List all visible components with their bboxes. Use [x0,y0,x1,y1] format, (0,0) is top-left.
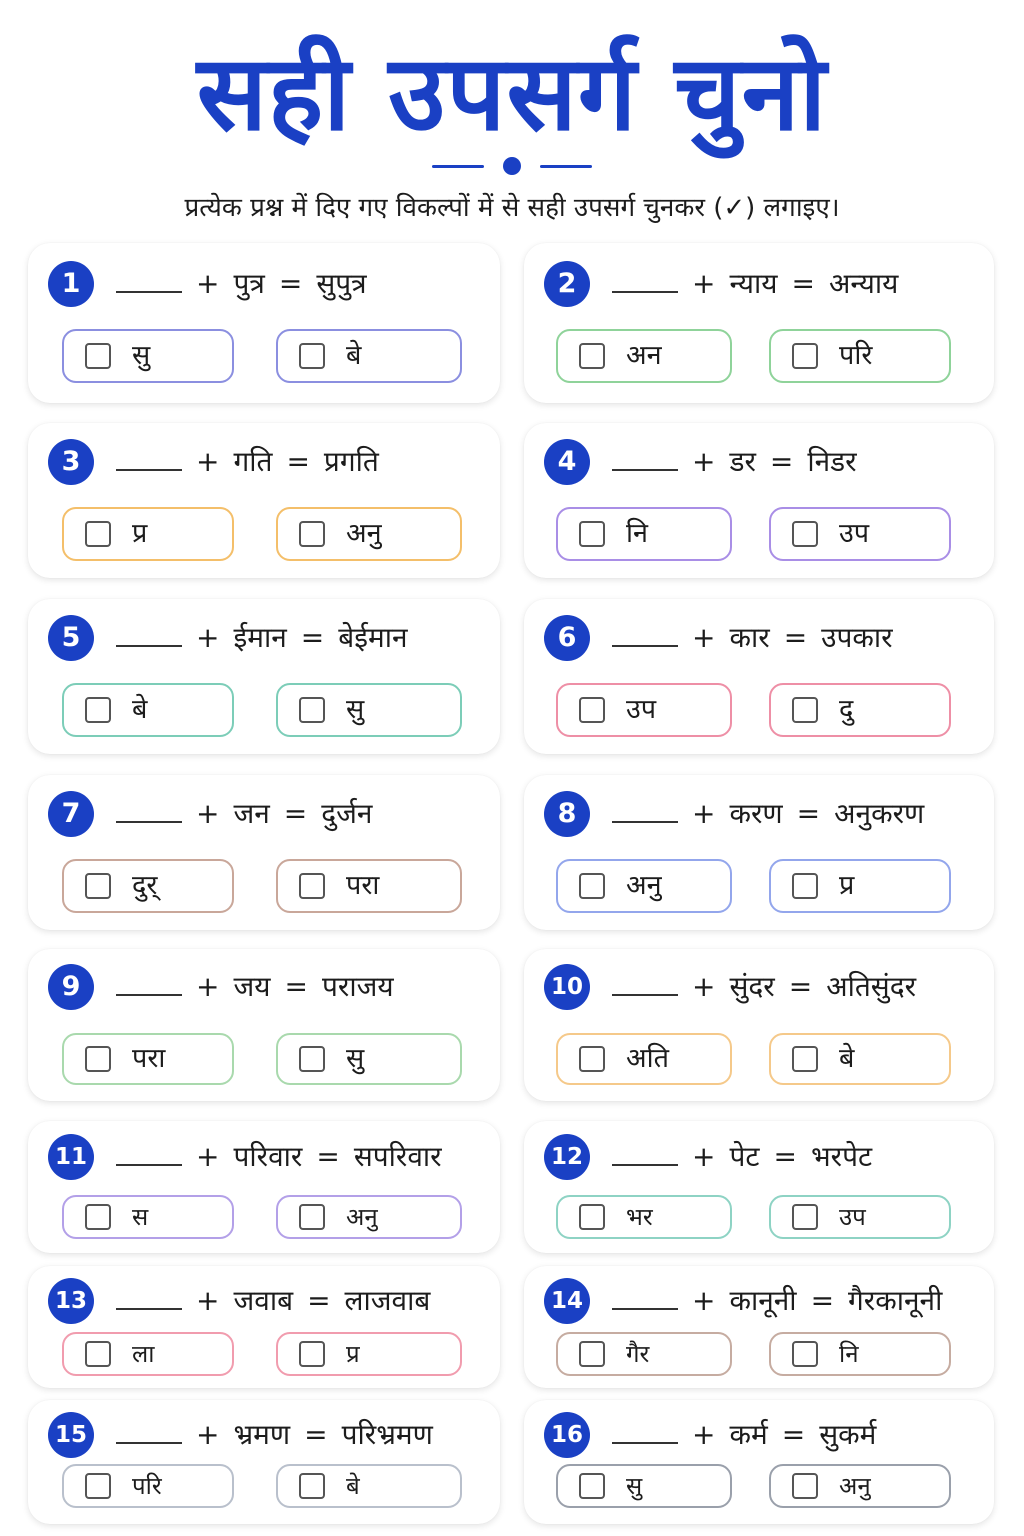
question-equation [116,964,408,1010]
result-word: अतिसुंदर [826,970,917,1003]
question-card [28,1266,500,1388]
plus-sign: + [692,797,716,830]
equals-sign: = [781,1418,806,1451]
checkbox-icon[interactable] [299,873,325,899]
root-word: पेट [729,1140,760,1173]
question-number: 2 [544,261,590,307]
checkbox-icon[interactable] [792,1473,818,1499]
option-1[interactable] [556,1195,732,1239]
option-label: अनु [839,1472,871,1500]
plus-sign: + [196,267,220,300]
question-card [524,1400,994,1524]
equals-sign: = [796,797,821,830]
checkbox-icon[interactable] [579,521,605,547]
answer-blank[interactable] [612,1136,678,1166]
question-number: 9 [48,964,94,1010]
option-1[interactable] [62,1332,234,1376]
plus-sign: + [196,445,220,478]
answer-blank[interactable] [116,263,182,293]
option-2[interactable] [769,507,951,561]
checkbox-icon[interactable] [792,1204,818,1230]
question-equation [116,1134,456,1180]
result-word: उपकार [821,621,893,654]
plus-sign: + [196,970,220,1003]
option-1[interactable] [556,507,732,561]
question-card [524,1121,994,1253]
instruction-text: प्रत्येक प्रश्न में दिए गए विकल्पों में से सही उपसर्ग चुनकर (✓) लगाइए। [184,193,840,223]
plus-sign: + [196,1284,220,1317]
checkbox-icon[interactable] [299,1341,325,1367]
question-equation [116,439,393,485]
option-2[interactable] [769,1033,951,1085]
option-label: बे [346,340,362,371]
option-2[interactable] [276,329,462,383]
equals-sign: = [278,267,303,300]
checkbox-icon[interactable] [85,1473,111,1499]
question-number: 1 [48,261,94,307]
question-card [28,775,500,930]
answer-blank[interactable] [116,441,182,471]
checkbox-icon[interactable] [579,1204,605,1230]
question-equation [612,261,912,307]
option-label: दु [839,694,854,725]
option-label: बे [132,694,148,725]
option-label: प्र [839,870,855,901]
option-label: नि [626,518,648,549]
option-1[interactable] [556,1464,732,1508]
option-2[interactable] [769,1195,951,1239]
option-1[interactable] [556,1033,732,1085]
option-label: परि [839,340,873,371]
question-equation [612,615,907,661]
checkbox-icon[interactable] [85,521,111,547]
option-2[interactable] [276,1464,462,1508]
plus-sign: + [196,1418,220,1451]
checkbox-icon[interactable] [579,697,605,723]
question-equation [612,791,938,837]
question-number: 8 [544,791,590,837]
answer-blank[interactable] [612,441,678,471]
answer-blank[interactable] [612,1414,678,1444]
plus-sign: + [196,797,220,830]
option-label: परा [132,1043,166,1074]
question-card [28,599,500,754]
answer-blank[interactable] [612,617,678,647]
question-equation [612,1278,956,1324]
option-label: उप [839,518,870,549]
checkbox-icon[interactable] [792,343,818,369]
root-word: कार [729,621,770,654]
answer-blank[interactable] [612,1280,678,1310]
question-number: 4 [544,439,590,485]
result-word: सुकर्म [819,1418,877,1451]
option-2[interactable] [276,1332,462,1376]
checkbox-icon[interactable] [299,343,325,369]
result-word: अनुकरण [834,797,925,830]
question-number: 6 [544,615,590,661]
question-equation [116,615,422,661]
root-word: ईमान [233,621,287,654]
question-number: 11 [48,1134,94,1180]
checkbox-icon[interactable] [579,873,605,899]
equals-sign: = [810,1284,835,1317]
result-word: सुपुत्र [316,267,367,300]
root-word: जवाब [233,1284,294,1317]
answer-blank[interactable] [116,1414,182,1444]
question-card [524,599,994,754]
question-number: 7 [48,791,94,837]
option-label: सु [626,1472,643,1500]
question-card [28,949,500,1101]
option-label: अति [626,1043,670,1074]
root-word: परिवार [233,1140,303,1173]
question-number: 3 [48,439,94,485]
plus-sign: + [692,621,716,654]
equals-sign: = [773,1140,797,1173]
root-word: भ्रमण [233,1418,291,1451]
question-card [524,243,994,403]
checkbox-icon[interactable] [299,1204,325,1230]
option-2[interactable] [769,1332,951,1376]
title-ornament [432,156,592,176]
plus-sign: + [692,1140,716,1173]
checkbox-icon[interactable] [792,697,818,723]
root-word: कानूनी [729,1284,797,1317]
checkbox-icon[interactable] [792,521,818,547]
question-equation [612,1412,890,1458]
question-card [28,1121,500,1253]
equals-sign: = [300,621,325,654]
answer-blank[interactable] [612,263,678,293]
option-label: सु [132,340,151,371]
root-word: करण [729,797,783,830]
equals-sign: = [304,1418,328,1451]
option-2[interactable] [769,329,951,383]
question-equation [116,261,381,307]
question-equation [116,791,386,837]
question-card [28,1400,500,1524]
answer-blank[interactable] [116,617,182,647]
question-card [28,423,500,578]
option-label: परि [132,1472,162,1500]
answer-blank[interactable] [116,1280,182,1310]
checkbox-icon[interactable] [85,343,111,369]
checkbox-icon[interactable] [792,1046,818,1072]
option-label: सु [346,694,365,725]
checkbox-icon[interactable] [299,521,325,547]
plus-sign: + [196,621,220,654]
result-word: निडर [807,445,857,478]
option-1[interactable] [556,329,732,383]
option-1[interactable] [556,859,732,913]
answer-blank[interactable] [612,966,678,996]
result-word: परिभ्रमण [341,1418,433,1451]
result-word: पराजय [321,970,394,1003]
checkbox-icon[interactable] [299,697,325,723]
question-equation [116,1412,447,1458]
question-equation [612,964,930,1010]
result-word: भरपेट [810,1140,873,1173]
option-1[interactable] [556,1332,732,1376]
root-word: जय [233,970,271,1003]
option-label: नि [839,1340,859,1368]
equals-sign: = [283,797,308,830]
question-number: 5 [48,615,94,661]
option-1[interactable] [62,859,234,913]
checkbox-icon[interactable] [579,1046,605,1072]
checkbox-icon[interactable] [85,1341,111,1367]
checkbox-icon[interactable] [299,1046,325,1072]
answer-blank[interactable] [116,966,182,996]
root-word: कर्म [729,1418,768,1451]
option-label: बे [346,1472,360,1500]
option-label: अनु [626,870,662,901]
equals-sign: = [316,1140,340,1173]
answer-blank[interactable] [612,793,678,823]
question-number: 13 [48,1278,94,1324]
root-word: डर [729,445,756,478]
plus-sign: + [692,1284,716,1317]
option-label: अन [626,340,662,371]
answer-blank[interactable] [116,1136,182,1166]
option-label: भर [626,1203,653,1231]
option-label: स [132,1203,149,1231]
option-2[interactable] [276,859,462,913]
ornament-dot [503,157,521,175]
result-word: लाजवाब [344,1284,431,1317]
option-label: अनु [346,1203,378,1231]
option-label: अनु [346,518,382,549]
option-label: ला [132,1340,155,1368]
plus-sign: + [692,970,716,1003]
root-word: न्याय [729,267,778,300]
result-word: दुर्जन [321,797,373,830]
checkbox-icon[interactable] [792,873,818,899]
ornament-dash-left [432,165,484,168]
checkbox-icon[interactable] [792,1341,818,1367]
equals-sign: = [286,445,310,478]
option-1[interactable] [556,683,732,737]
option-2[interactable] [276,683,462,737]
root-word: जन [233,797,270,830]
option-2[interactable] [276,1195,462,1239]
option-1[interactable] [62,507,234,561]
result-word: अन्याय [828,267,899,300]
question-number: 16 [544,1412,590,1458]
root-word: पुत्र [233,267,265,300]
equals-sign: = [783,621,808,654]
option-label: सु [346,1043,365,1074]
result-word: प्रगति [323,445,379,478]
option-label: दुर् [132,870,158,901]
equals-sign: = [307,1284,331,1317]
option-label: उप [626,694,657,725]
checkbox-icon[interactable] [299,1473,325,1499]
question-equation [612,1134,886,1180]
question-card [524,1266,994,1388]
equals-sign: = [284,970,308,1003]
checkbox-icon[interactable] [579,1341,605,1367]
checkbox-icon[interactable] [579,1473,605,1499]
answer-blank[interactable] [116,793,182,823]
option-1[interactable] [62,329,234,383]
result-word: सपरिवार [353,1140,442,1173]
root-word: सुंदर [729,970,775,1003]
option-1[interactable] [62,683,234,737]
option-1[interactable] [62,1464,234,1508]
option-2[interactable] [769,1464,951,1508]
equals-sign: = [788,970,813,1003]
plus-sign: + [692,267,716,300]
checkbox-icon[interactable] [85,873,111,899]
plus-sign: + [692,445,716,478]
question-card [524,775,994,930]
equals-sign: = [769,445,794,478]
question-card [28,243,500,403]
equals-sign: = [791,267,815,300]
option-2[interactable] [276,1033,462,1085]
question-equation [612,439,871,485]
plus-sign: + [196,1140,220,1173]
question-number: 12 [544,1134,590,1180]
option-1[interactable] [62,1033,234,1085]
question-number: 14 [544,1278,590,1324]
option-label: उप [839,1203,866,1231]
checkbox-icon[interactable] [85,1204,111,1230]
result-word: गैरकानूनी [848,1284,943,1317]
option-2[interactable] [769,683,951,737]
option-label: प्र [132,518,148,549]
question-card [524,423,994,578]
question-number: 10 [544,964,590,1010]
page-title: सही उपसर्ग चुनो [196,32,828,154]
checkbox-icon[interactable] [85,1046,111,1072]
option-2[interactable] [276,507,462,561]
option-label: गैर [626,1340,650,1368]
option-label: परा [346,870,380,901]
result-word: बेईमान [338,621,408,654]
question-number: 15 [48,1412,94,1458]
question-equation [116,1278,444,1324]
option-1[interactable] [62,1195,234,1239]
root-word: गति [233,445,273,478]
option-2[interactable] [769,859,951,913]
question-card [524,949,994,1101]
checkbox-icon[interactable] [579,343,605,369]
plus-sign: + [692,1418,716,1451]
option-label: प्र [346,1340,360,1368]
ornament-dash-right [540,165,592,168]
checkbox-icon[interactable] [85,697,111,723]
option-label: बे [839,1043,855,1074]
